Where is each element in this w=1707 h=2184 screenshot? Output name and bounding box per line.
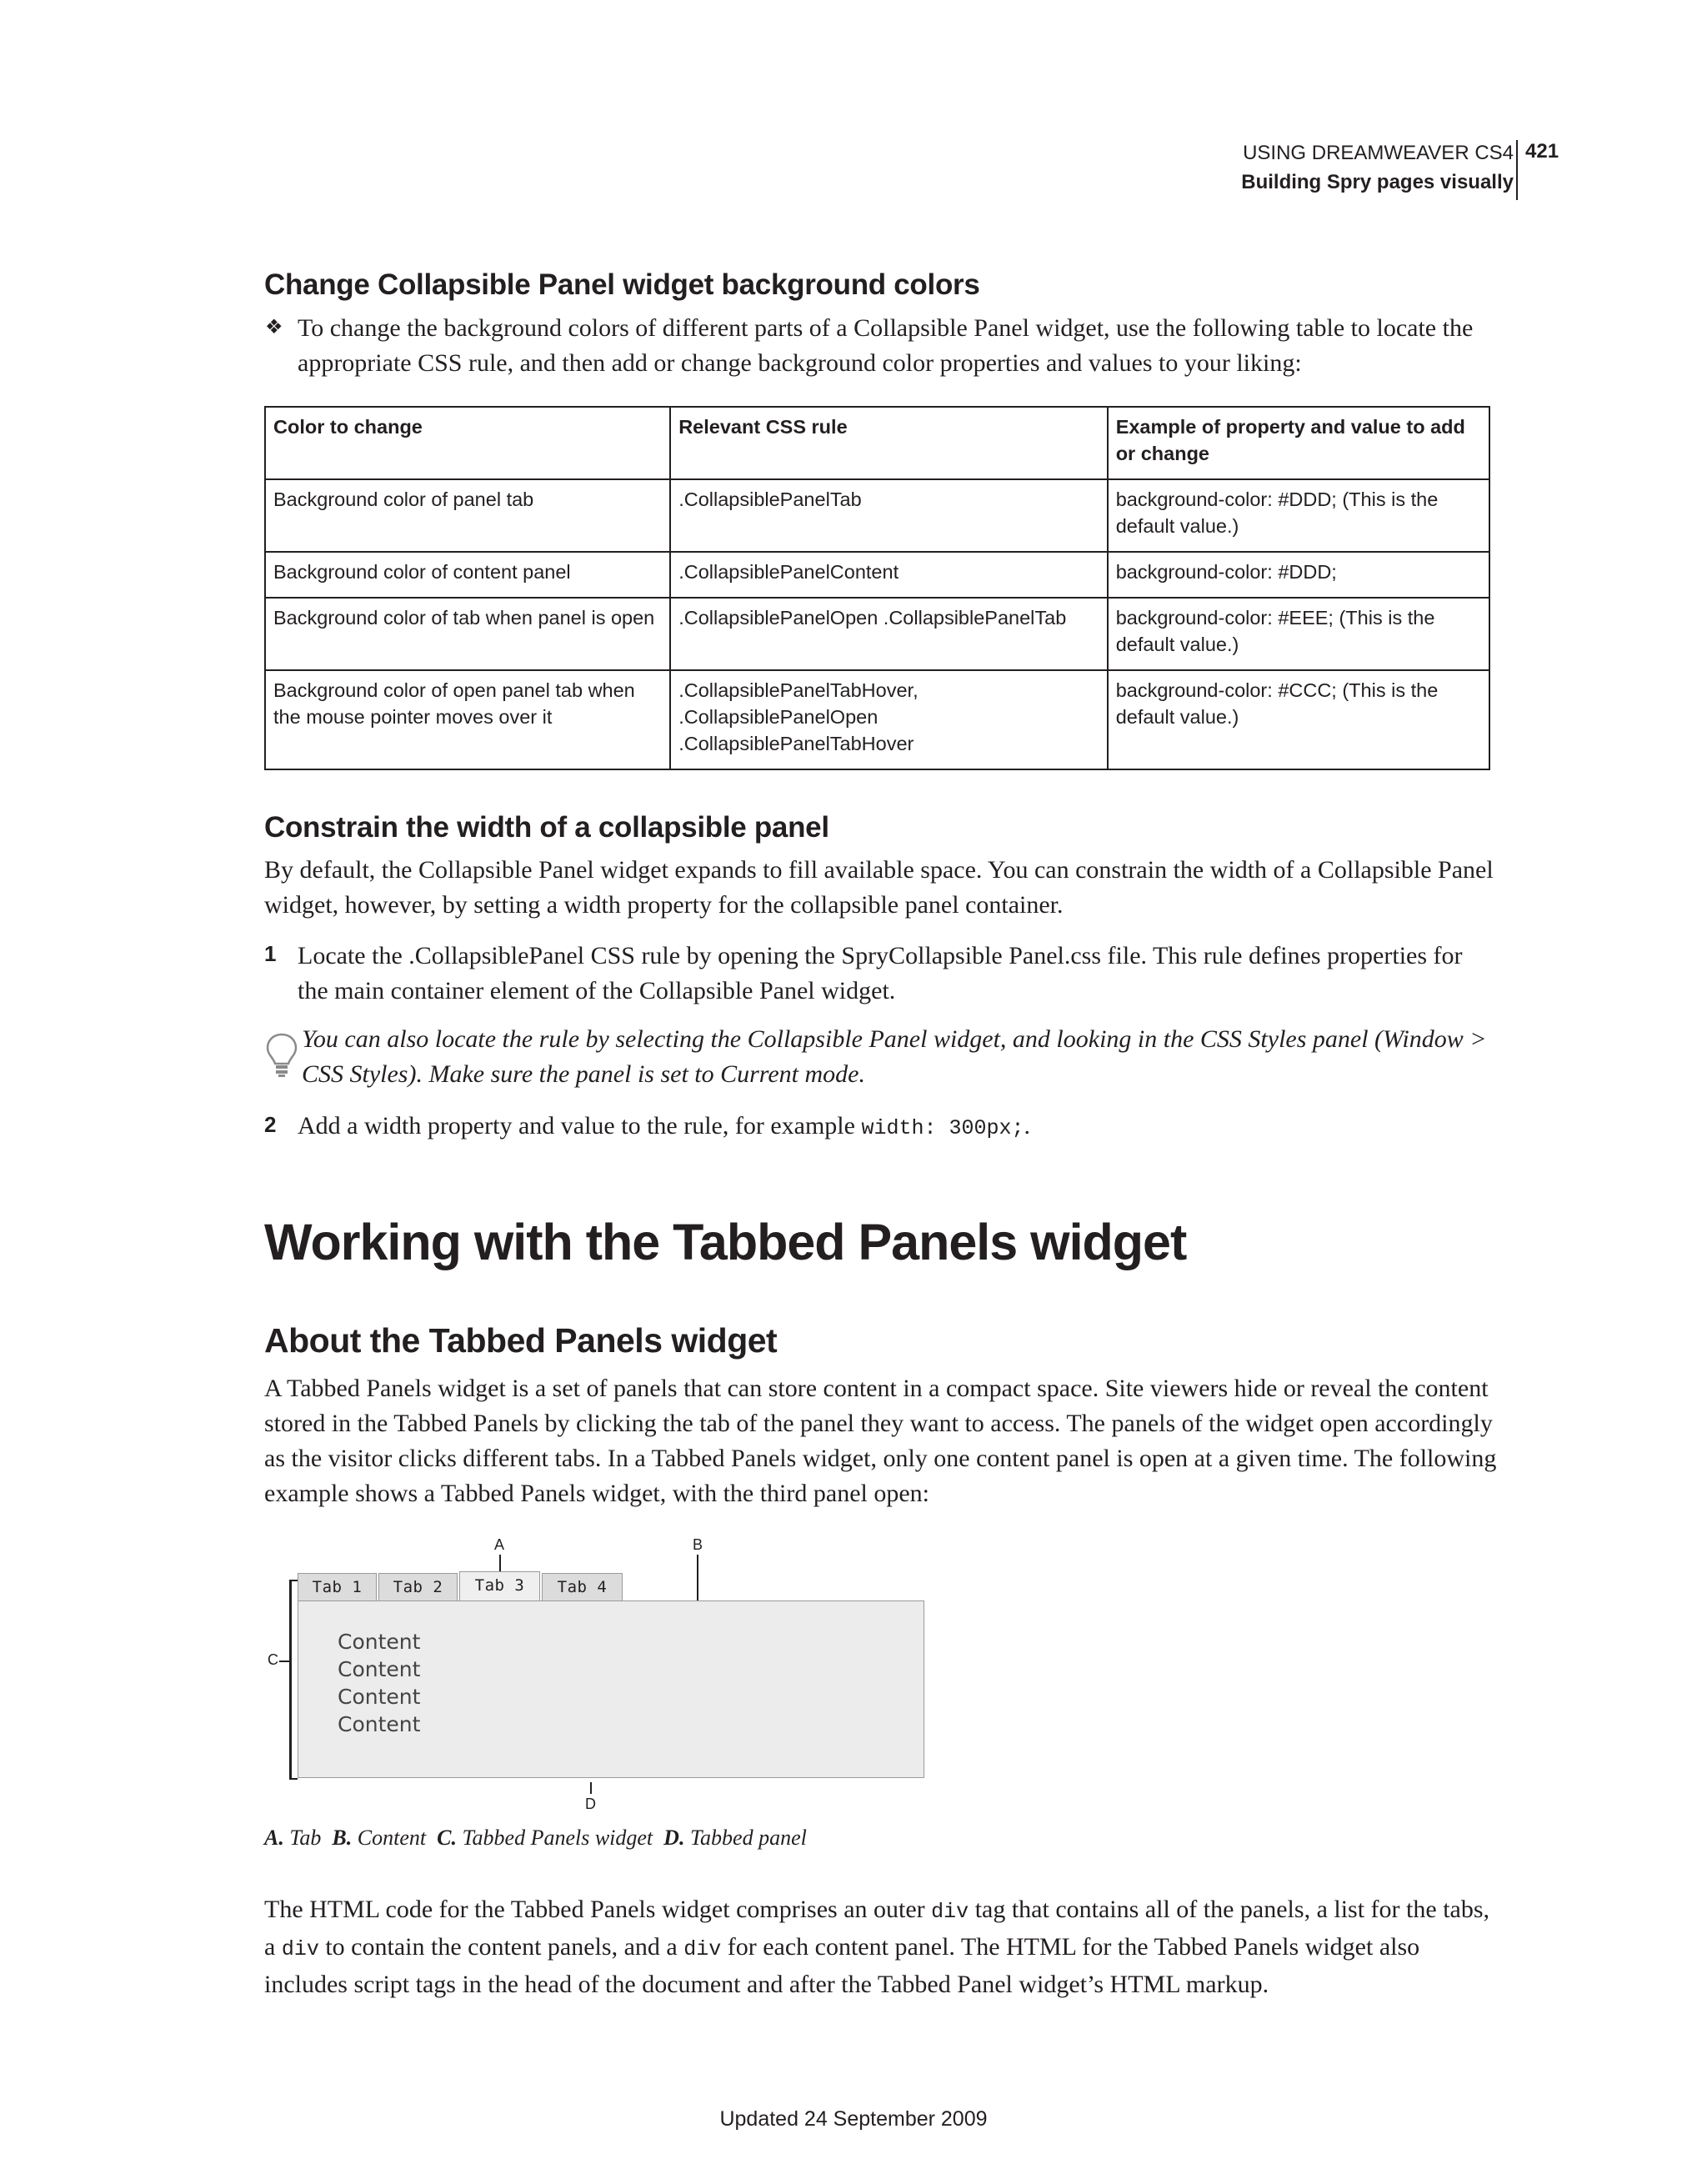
lightbulb-tip-icon: [265, 1032, 298, 1079]
caption-key: B.: [332, 1826, 353, 1850]
section-heading-about-tabbed-panels: About the Tabbed Panels widget: [264, 1321, 778, 1360]
content-line: Content: [338, 1712, 421, 1736]
code-snippet: div: [281, 1937, 319, 1961]
table-cell: Background color of content panel: [265, 552, 670, 598]
table-cell: .CollapsiblePanelTab: [670, 479, 1107, 552]
table-cell: background-color: #DDD;: [1108, 552, 1489, 598]
column-header: Example of property and value to add or change: [1108, 407, 1489, 479]
section-heading-constrain-width: Constrain the width of a collapsible panel: [264, 811, 829, 844]
chapter-heading: Working with the Tabbed Panels widget: [264, 1214, 1187, 1270]
callout-label-b: B: [693, 1536, 703, 1553]
table-row: [265, 598, 1489, 670]
section-intro: To change the background colors of different parts of a Collapsible Panel widget, use the following table to locate the appropriate CSS rule, and then add or change background color properties and values to your liking:: [298, 314, 1474, 377]
section-heading-background-colors: Change Collapsible Panel widget background colors: [264, 268, 980, 301]
caption-text: Content: [357, 1826, 427, 1850]
code-snippet: div: [683, 1937, 722, 1961]
section-paragraph: [264, 1892, 1498, 2002]
tab-4[interactable]: Tab 4: [542, 1573, 623, 1600]
caption-key: D.: [663, 1826, 685, 1850]
section-paragraph: A Tabbed Panels widget is a set of panels that can store content in a compact space. Site viewers hide or reveal the content stored in the Tabbed Panels by clicking the tab of the panel they want to access. The panels of the widget open accordingly as the visitor clicks different tabs. In a Tabbed Panels widget, only one content panel is open at a given time. The following example shows a Tabbed Panels widget, with the third panel open:: [264, 1375, 1497, 1507]
table-cell: .CollapsiblePanelContent: [670, 552, 1107, 598]
callout-line-c: [279, 1661, 290, 1662]
table-row: [265, 670, 1489, 769]
header-divider: [1516, 140, 1518, 200]
table-header-row: [265, 407, 1489, 479]
step-text: [298, 1109, 1498, 1146]
running-header-title: USING DREAMWEAVER CS4: [1243, 142, 1514, 164]
bullet-icon: ❖: [265, 317, 283, 338]
section-paragraph: By default, the Collapsible Panel widget expands to fill available space. You can constrain the width of a Collapsible Panel widget, however, by setting a width property for the collapsible panel container.: [264, 856, 1494, 919]
table-cell: Background color of tab when panel is open: [265, 598, 670, 670]
tabbed-panels-figure: [264, 1534, 948, 1817]
caption-key: C.: [437, 1826, 457, 1850]
table-cell: Background color of panel tab: [265, 479, 670, 552]
callout-label-a: A: [494, 1536, 505, 1553]
widget-bracket: [289, 1580, 292, 1780]
content-line: Content: [338, 1630, 421, 1654]
table-cell: background-color: #CCC; (This is the default value.): [1108, 670, 1489, 769]
caption-key: A.: [264, 1826, 284, 1850]
content-line: Content: [338, 1657, 421, 1681]
step-number: 1: [264, 941, 277, 966]
code-snippet: div: [931, 1900, 969, 1924]
table-row: [265, 479, 1489, 552]
css-rules-table: [264, 406, 1490, 770]
content-line: Content: [338, 1685, 421, 1709]
widget-bracket-top: [289, 1580, 298, 1581]
para-text: for each content panel. The HTML for the Tabbed Panels widget also includes script tags in the head of the document and after the Tabbed Panel widget’s HTML markup.: [264, 1933, 1420, 1998]
figure-caption: [264, 1826, 807, 1851]
para-text: The HTML code for the Tabbed Panels widget comprises an outer: [264, 1896, 932, 1923]
tab-1[interactable]: Tab 1: [298, 1573, 377, 1600]
page-footer: Updated 24 September 2009: [719, 2107, 988, 2131]
tab-3-selected[interactable]: Tab 3: [459, 1571, 540, 1600]
page-number: 421: [1525, 140, 1559, 163]
para-text: tag that contains all of the panels, a list for the tabs, a: [264, 1896, 1490, 1961]
step-text-part: Add a width property and value to the rule, for example: [298, 1112, 862, 1140]
widget-bracket-bottom: [289, 1778, 298, 1780]
table-cell: Background color of open panel tab when the mouse pointer moves over it: [265, 670, 670, 769]
table-cell: background-color: #DDD; (This is the default value.): [1108, 479, 1489, 552]
content-panel: [298, 1600, 924, 1778]
para-text: to contain the content panels, and a: [318, 1933, 684, 1961]
step-text-part: .: [1024, 1112, 1030, 1140]
callout-label-d: D: [585, 1796, 596, 1812]
caption-text: Tabbed Panels widget: [462, 1826, 653, 1850]
code-snippet: width: 300px;: [861, 1116, 1024, 1140]
column-header: Relevant CSS rule: [670, 407, 1107, 479]
callout-label-c: C: [268, 1651, 278, 1668]
table-cell: background-color: #EEE; (This is the default value.): [1108, 598, 1489, 670]
callout-line-d: [590, 1782, 592, 1794]
tip-text: You can also locate the rule by selecting the Collapsible Panel widget, and looking in the CSS Styles panel (Window > CSS Styles). Make sure the panel is set to Current mode.: [302, 1025, 1487, 1088]
running-header-subtitle: Building Spry pages visually: [1241, 171, 1514, 193]
step-number: 2: [264, 1112, 277, 1137]
step-text: Locate the .CollapsiblePanel CSS rule by opening the SpryCollapsible Panel.css file. This rule defines properties for the main container element of the Collapsible Panel widget.: [298, 942, 1463, 1004]
table-row: [265, 552, 1489, 598]
table-cell: .CollapsiblePanelTabHover, .CollapsiblePanelOpen .CollapsiblePanelTabHover: [670, 670, 1107, 769]
table-cell: .CollapsiblePanelOpen .CollapsiblePanelTab: [670, 598, 1107, 670]
column-header: Color to change: [265, 407, 670, 479]
caption-text: Tabbed panel: [689, 1826, 807, 1850]
callout-line-a: [499, 1555, 501, 1573]
tab-2[interactable]: Tab 2: [378, 1573, 458, 1600]
caption-text: Tab: [289, 1826, 322, 1850]
